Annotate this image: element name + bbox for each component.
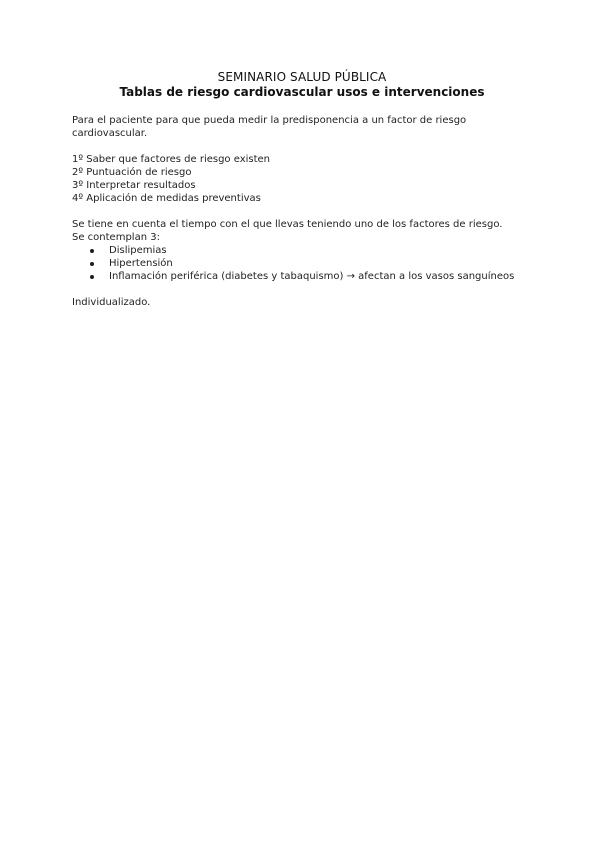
bullet-icon (90, 249, 94, 253)
bullet-icon (90, 262, 94, 266)
spacer (72, 205, 532, 218)
closing-paragraph: Individualizado. (72, 297, 151, 308)
factor-label: Dislipemias (109, 245, 167, 256)
steps-list (72, 153, 532, 205)
title-block (72, 70, 532, 100)
factor-label: Hipertensión (109, 258, 173, 269)
document-title: SEMINARIO SALUD PÚBLICA (217, 70, 387, 84)
factor-label: Inflamación periférica (diabetes y tabaquismo) → afectan a los vasos sanguíneos (109, 271, 515, 282)
step-item: 4º Aplicación de medidas preventivas (72, 193, 261, 204)
factor-item (72, 244, 532, 257)
step-item: 1º Saber que factores de riesgo existen (72, 154, 271, 165)
step-item: 2º Puntuación de riesgo (72, 167, 192, 178)
factors-list (72, 244, 532, 283)
factor-item (72, 257, 532, 270)
document-content (72, 70, 532, 309)
spacer (72, 283, 532, 296)
contemplan-paragraph: Se contemplan 3: (72, 232, 160, 243)
step-item: 3º Interpretar resultados (72, 180, 196, 191)
spacer (72, 140, 532, 153)
document-subtitle: Tablas de riesgo cardiovascular usos e intervenciones (119, 85, 485, 99)
bullet-icon (90, 275, 94, 279)
factor-item (72, 270, 532, 283)
intro-paragraph: Para el paciente para que pueda medir la predisponencia a un factor de riesgo cardiovascular. (72, 115, 467, 139)
time-note-paragraph: Se tiene en cuenta el tiempo con el que llevas teniendo uno de los factores de riesgo. (72, 219, 503, 230)
